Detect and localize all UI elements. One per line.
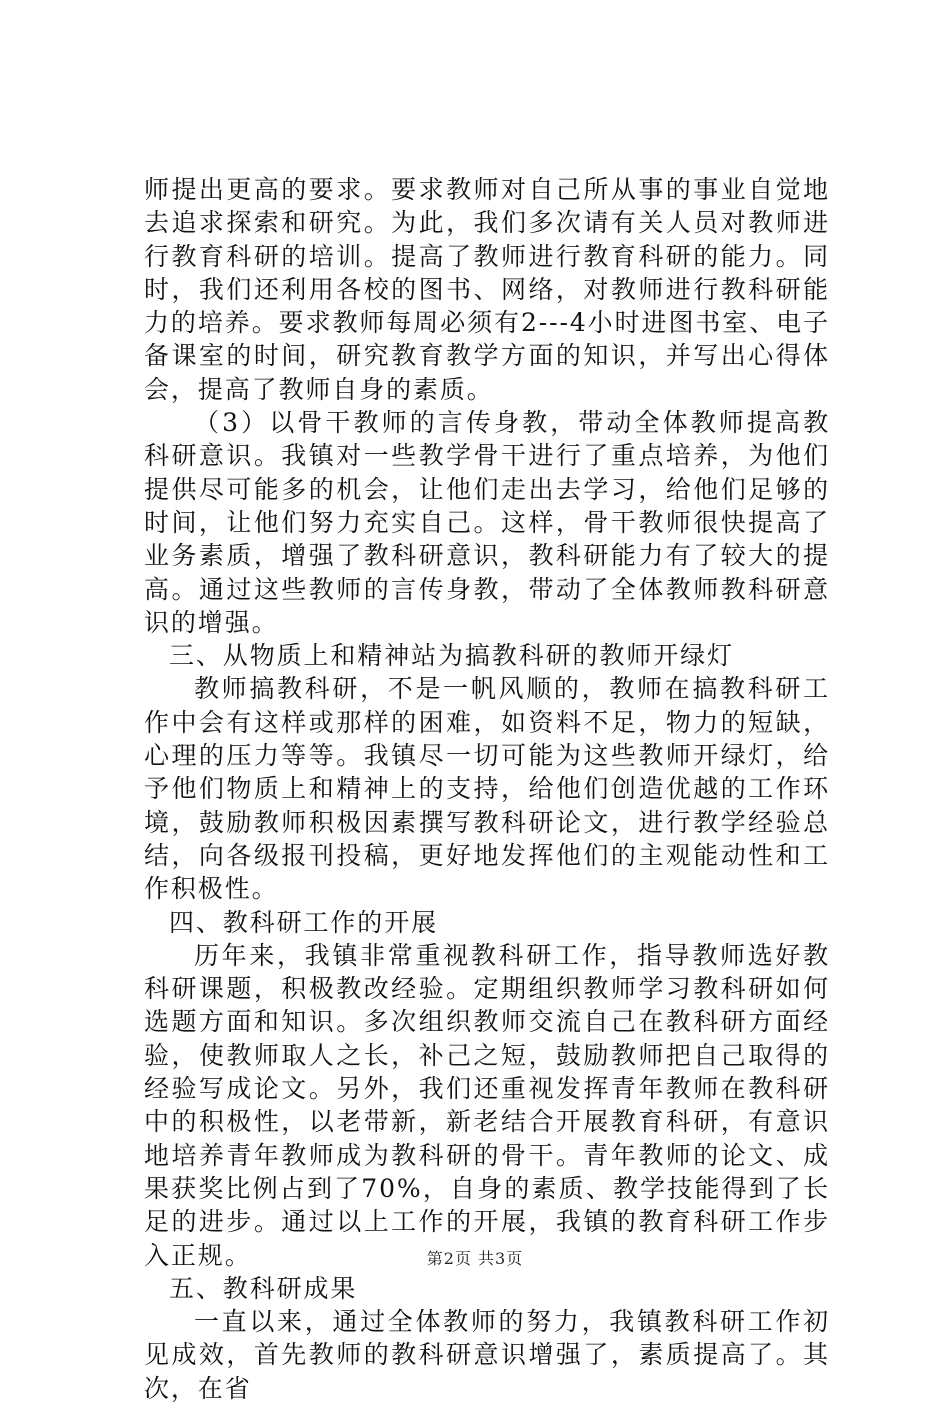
section-heading-four: 四、教科研工作的开展 [169, 907, 439, 937]
section-heading-five: 五、教科研成果 [169, 1273, 358, 1303]
paragraph-research-work: 历年来，我镇非常重视教科研工作，指导教师选好教科研课题，积极教改经验。定期组织教师学习教科研如何选题方面和知识。多次组织教师交流自己在教科研方面经验，使教师取人之长，补己之短，鼓励教师把自己取得的经验写成论文。另外，我们还重视发挥青年教师在教科研中的积极性，以老带新，新老结合开展教育科研，有意识地培养青年教师成为教科研的骨干。青年教师的论文、成果获奖比例占到了70%，自身的素质、教学技能得到了长足的进步。通过以上工作的开展，我镇的教育科研工作步入正规。 [144, 940, 830, 1270]
section-heading-three: 三、从物质上和精神站为搞教科研的教师开绿灯 [169, 641, 734, 671]
paragraph-material-support: 教师搞教科研，不是一帆风顺的，教师在搞教科研工作中会有这样或那样的困难，如资料不足，物力的短缺，心理的压力等等。我镇尽一切可能为这些教师开绿灯，给予他们物质上和精神上的支持，给他们创造优越的工作环境，鼓励教师积极因素撰写教科研论文，进行教学经验总结，向各级报刊投稿，更好地发挥他们的主观能动性和工作积极性。 [144, 674, 830, 904]
document-body [144, 173, 830, 1405]
page-number-footer: 第2页 共3页 [426, 1249, 524, 1268]
paragraph-continued: 师提出更高的要求。要求教师对自己所从事的事业自觉地去追求探索和研究。为此，我们多次请有关人员对教师进行教育科研的培训。提高了教师进行教育科研的能力。同时，我们还利用各校的图书、网络，对教师进行教科研能力的培养。要求教师每周必须有2---4小时进图书室、电子备课室的时间，研究教育教学方面的知识，并写出心得体会，提高了教师自身的素质。 [144, 175, 830, 404]
paragraph-research-results: 一直以来，通过全体教师的努力，我镇教科研工作初见成效，首先教师的教科研意识增强了，素质提高了。其次，在省 [144, 1307, 830, 1403]
paragraph-backbone-teachers: （3）以骨干教师的言传身教，带动全体教师提高教科研意识。我镇对一些教学骨干进行了重点培养，为他们提供尽可能多的机会，让他们走出去学习，给他们足够的时间，让他们努力充实自己。这样，骨干教师很快提高了业务素质，增强了教科研意识，教科研能力有了较大的提高。通过这些教师的言传身教，带动了全体教师教科研意识的增强。 [144, 408, 830, 637]
